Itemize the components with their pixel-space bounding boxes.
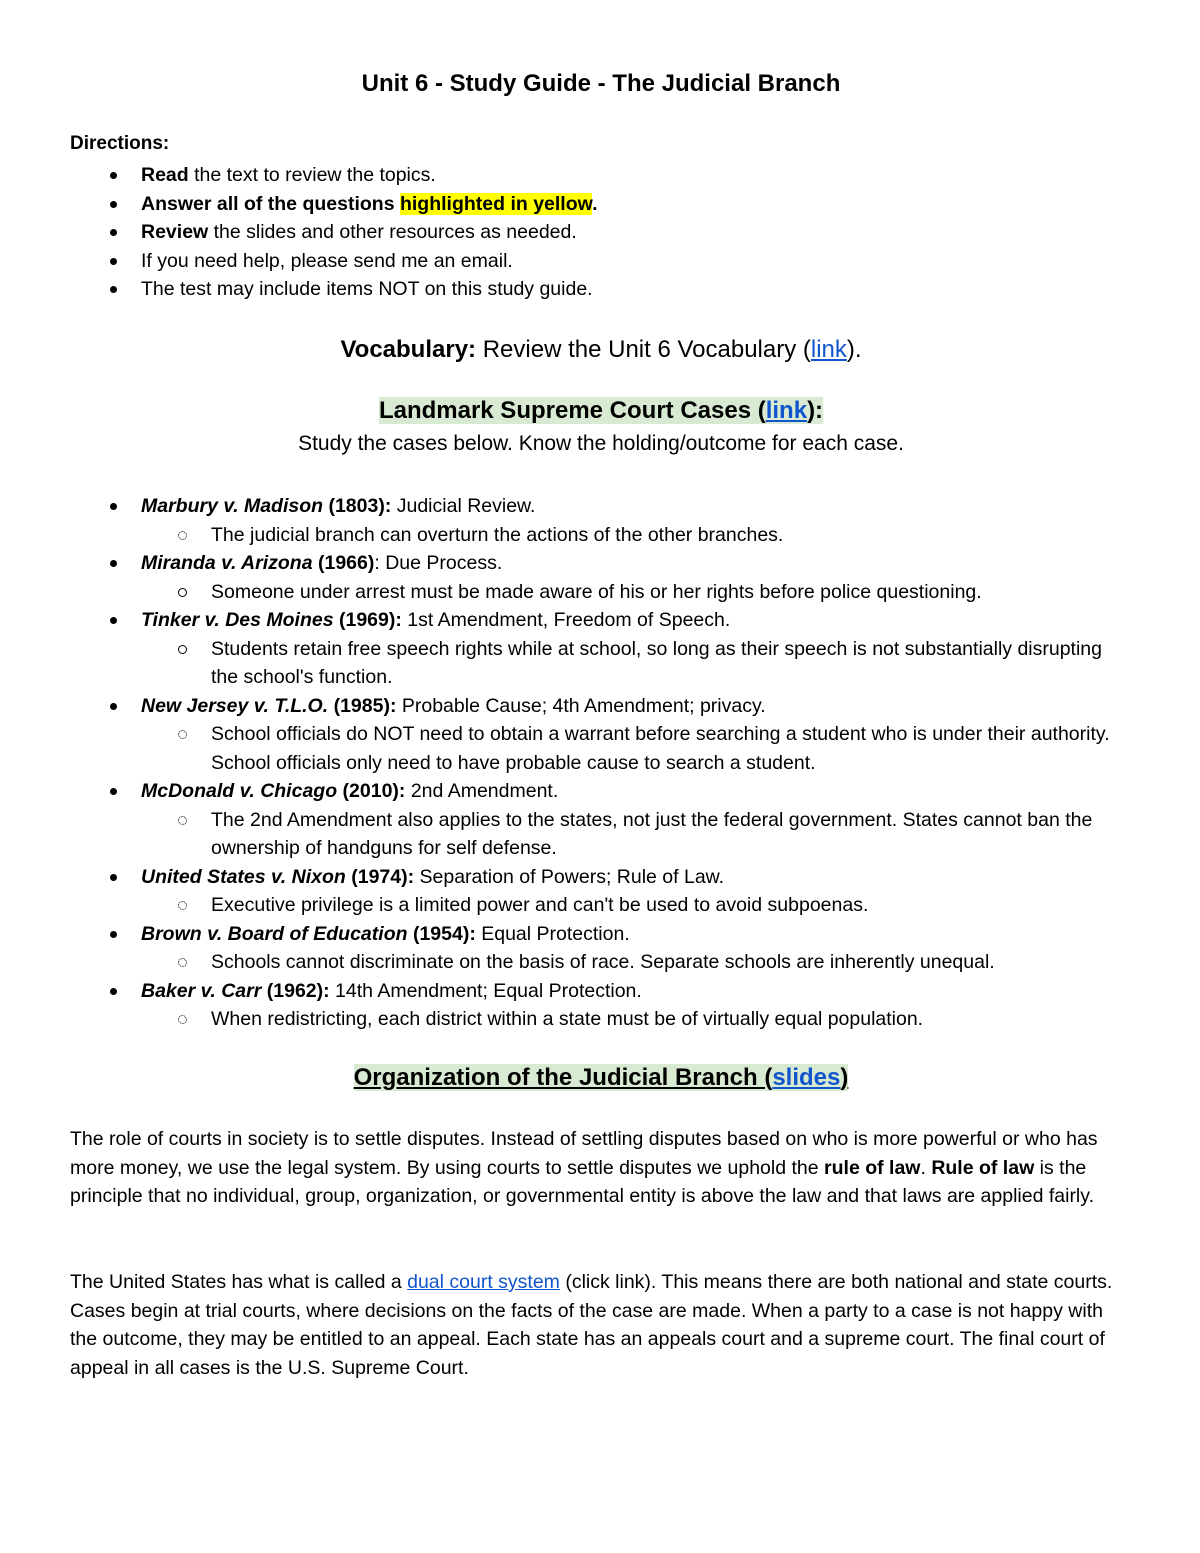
landmark-instruction: Study the cases below. Know the holding/outcome for each case. (298, 432, 904, 455)
bullet-icon (110, 931, 117, 938)
case-item-brown: Brown v. Board of Education (1954): Equal Protection. (70, 920, 1132, 949)
case-item-tinker: Tinker v. Des Moines (1969): 1st Amendment, Freedom of Speech. (70, 606, 1132, 635)
bullet-icon (110, 703, 117, 710)
directions-item-help: If you need help, please send me an email. (70, 247, 1132, 276)
case-item-mcdonald: McDonald v. Chicago (2010): 2nd Amendment. (70, 777, 1132, 806)
sub-bullet-icon (178, 1015, 187, 1024)
bullet-icon (110, 201, 117, 208)
directions-item-read: Read the text to review the topics. (70, 161, 1132, 190)
dual-court-system-link[interactable]: dual court system (407, 1271, 560, 1293)
bullet-icon (110, 788, 117, 795)
case-detail: When redistricting, each district within a state must be of virtually equal population. (70, 1005, 1132, 1034)
directions-list (70, 161, 1132, 304)
sub-bullet-icon (178, 645, 187, 654)
sub-bullet-icon (178, 816, 187, 825)
case-item-nixon: United States v. Nixon (1974): Separation of Powers; Rule of Law. (70, 863, 1132, 892)
sub-bullet-icon (178, 531, 187, 540)
landmark-cases-link[interactable]: link (765, 397, 808, 424)
case-detail: The 2nd Amendment also applies to the states, not just the federal government. States cannot ban the ownership of handguns for self defense. (70, 806, 1132, 863)
bullet-icon (110, 617, 117, 624)
bullet-icon (110, 560, 117, 567)
case-detail: Schools cannot discriminate on the basis of race. Separate schools are inherently unequal. (70, 948, 1132, 977)
bullet-icon (110, 172, 117, 179)
case-detail: Students retain free speech rights while at school, so long as their speech is not substantially disrupting the school's function. (70, 635, 1132, 692)
case-item-marbury: Marbury v. Madison (1803): Judicial Review. (70, 492, 1132, 521)
dual-court-paragraph: The United States has what is called a dual court system (click link). This means there are both national and state courts. Cases begin at trial courts, where decisions on the facts of the case are made. When a party to a case is not happy with the outcome, they may be entitled to an appeal. Each state has an appeals court and a supreme court. The final court of appeal in all cases is the U.S. Supreme Court. (70, 1271, 1113, 1379)
case-detail: Executive privilege is a limited power and can't be used to avoid subpoenas. (70, 891, 1132, 920)
organization-slides-link[interactable]: slides (772, 1064, 841, 1091)
organization-heading: Organization of the Judicial Branch (slides) (353, 1064, 849, 1091)
bullet-icon (110, 286, 117, 293)
case-item-miranda: Miranda v. Arizona (1966): Due Process. (70, 549, 1132, 578)
courts-role-paragraph: The role of courts in society is to settle disputes. Instead of settling disputes based on who is more powerful or who has more money, we use the legal system. By using courts to settle disputes we uphold the rule of law. Rule of law is the principle that no individual, group, organization, or governmental entity is above the law and that laws are applied fairly. (70, 1128, 1098, 1207)
case-list (70, 492, 1132, 1034)
directions-item-review: Review the slides and other resources as needed. (70, 218, 1132, 247)
directions-label: Directions: (70, 133, 170, 154)
landmark-cases-heading: Landmark Supreme Court Cases (link): (378, 397, 824, 424)
case-item-baker: Baker v. Carr (1962): 14th Amendment; Equal Protection. (70, 977, 1132, 1006)
sub-bullet-icon (178, 958, 187, 967)
page-title: Unit 6 - Study Guide - The Judicial Branch (361, 70, 841, 97)
sub-bullet-icon (178, 901, 187, 910)
bullet-icon (110, 988, 117, 995)
case-detail: Someone under arrest must be made aware of his or her rights before police questioning. (70, 578, 1132, 607)
bullet-icon (110, 258, 117, 265)
vocabulary-heading: Vocabulary: Review the Unit 6 Vocabulary (link). (340, 336, 862, 363)
vocabulary-link[interactable]: link (810, 336, 847, 363)
directions-item-answer: Answer all of the questions highlighted in yellow. (70, 190, 1132, 219)
case-detail: School officials do NOT need to obtain a warrant before searching a student who is under their authority. School officials only need to have probable cause to search a student. (70, 720, 1132, 777)
bullet-icon (110, 229, 117, 236)
bullet-icon (110, 503, 117, 510)
case-item-tlo: New Jersey v. T.L.O. (1985): Probable Cause; 4th Amendment; privacy. (70, 692, 1132, 721)
sub-bullet-icon (178, 588, 187, 597)
directions-item-test: The test may include items NOT on this study guide. (70, 275, 1132, 304)
case-detail: The judicial branch can overturn the actions of the other branches. (70, 521, 1132, 550)
bullet-icon (110, 874, 117, 881)
sub-bullet-icon (178, 730, 187, 739)
yellow-highlight: highlighted in yellow (399, 192, 593, 215)
